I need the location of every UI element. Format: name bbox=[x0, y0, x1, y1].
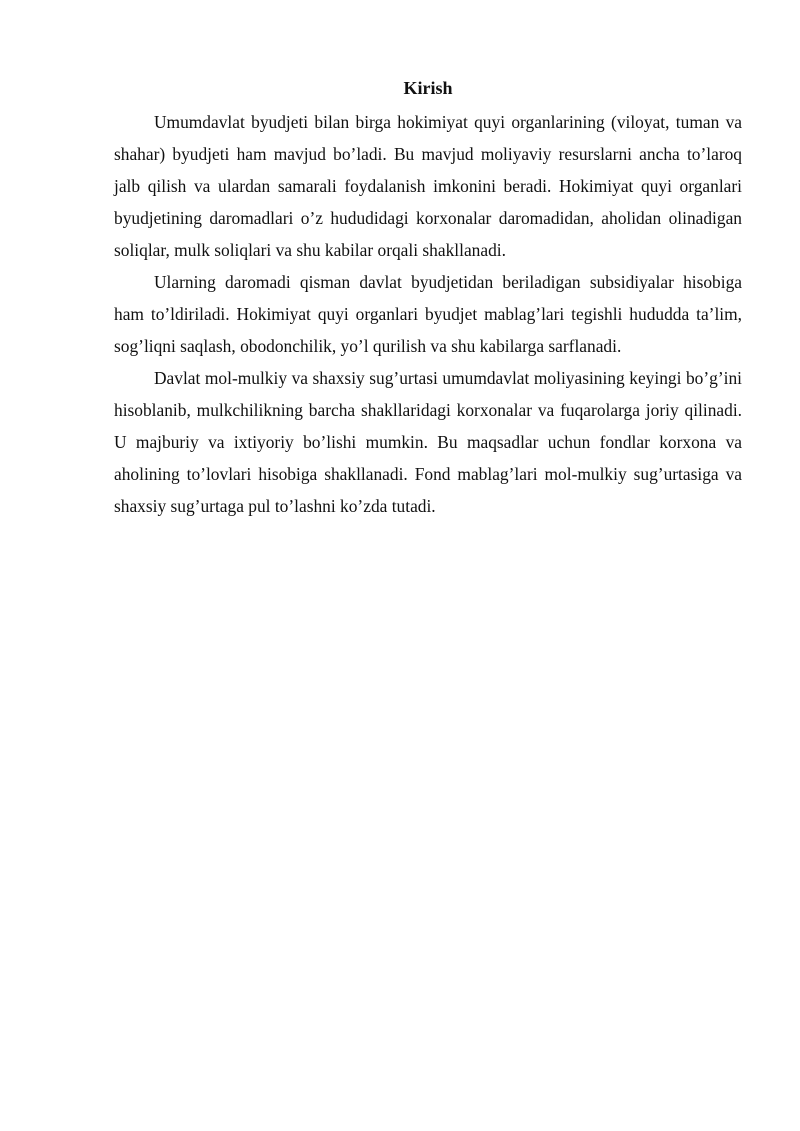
document-body bbox=[114, 74, 742, 522]
paragraph-2: Ularning daromadi qisman davlat byudjetidan beriladigan subsidiyalar hisobiga ham to’ldiriladi. Hokimiyat quyi organlari byudjet mablag’lari tegishli hududda ta’lim, sog’liqni saqlash, obodonchilik, yo’l qurilish va shu kabilarga sarflanadi. bbox=[114, 272, 742, 356]
paragraph-3: Davlat mol-mulkiy va shaxsiy sug’urtasi umumdavlat moliyasining keyingi bo’g’ini hisoblanib, mulkchilikning barcha shakllaridagi korxonalar va fuqarolarga joriy qilinadi. U majburiy va ixtiyoriy bo’lishi mumkin. Bu maqsadlar uchun fondlar korxona va aholining to’lovlari hisobiga shakllanadi. Fond mablag’lari mol-mulkiy sug’urtasiga va shaxsiy sug’urtaga pul to’lashni ko’zda tutadi. bbox=[114, 368, 742, 516]
paragraph-1: Umumdavlat byudjeti bilan birga hokimiyat quyi organlarining (viloyat, tuman va shahar) byudjeti ham mavjud bo’ladi. Bu mavjud moliyaviy resurslarni ancha to’laroq jalb qilish va ulardan samarali foydalanish imkonini beradi. Hokimiyat quyi organlari byudjetining daromadlari o’z hududidagi korxonalar daromadidan, aholidan olinadigan soliqlar, mulk soliqlari va shu kabilar orqali shakllanadi. bbox=[114, 112, 742, 260]
section-title: Kirish bbox=[403, 78, 453, 98]
